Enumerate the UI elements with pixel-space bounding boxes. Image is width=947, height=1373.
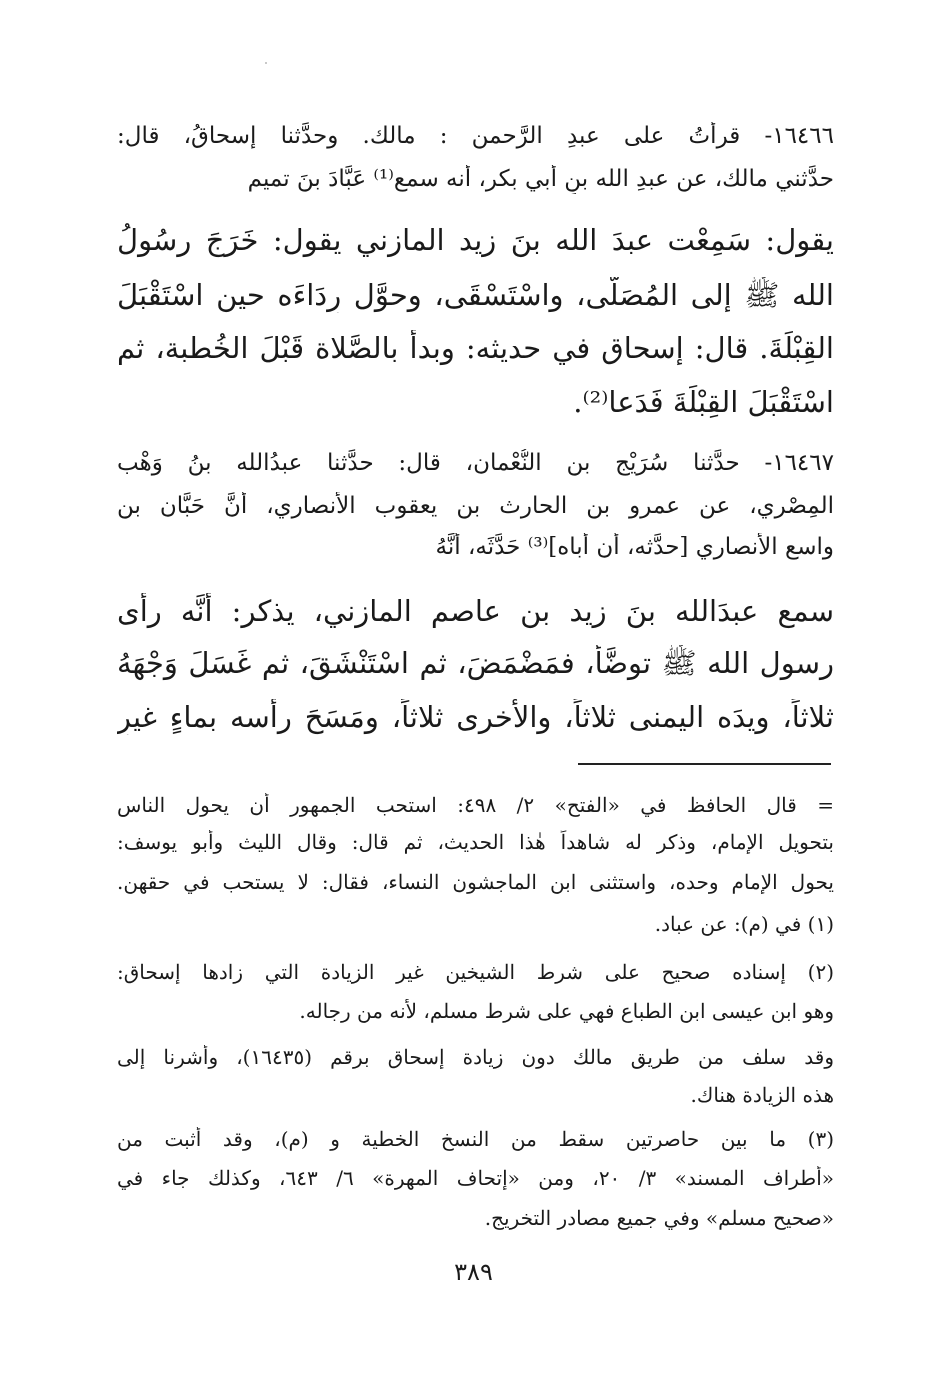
footnote-2-line-2: وهو ابن عيسى ابن الطباع فهي على شرط مسلم، لأنه من رجاله. <box>299 999 834 1023</box>
hadith-16466-matn-line-1: يقول: سَمِعْت عبدَ الله بنَ زيد المازني يقول: خَرَجَ رسُولُ <box>117 223 834 257</box>
footnote-3-line-1: (٣) ما بين حاصرتين سقط من النسخ الخطية و (م)، وقد أثبت من <box>117 1127 834 1151</box>
hadith-16466-matn-line-4: اسْتَقْبَلَ القِبْلَةَ فَدَعا⁽²⁾. <box>573 385 834 419</box>
hadith-16467-isnad-line-2: المِصْري، عن عمرو بن الحارث بن يعقوب الأنصاري، أَنَّ حَبَّان بن <box>117 493 834 519</box>
footnote-3-line-2: «أطراف المسند» ٣/ ٢٠، ومن «إتحاف المهرة» ٦/ ٦٤٣، وكذلك جاء في <box>117 1166 834 1190</box>
hadith-16467-isnad-line-1: ١٦٤٦٧- حدَّثنا سُرَيْج بن النُّعْمان، قال: حدَّثنا عبدُالله بنُ وَهْب <box>117 450 834 476</box>
hadith-16466-isnad-line-2: حدَّثني مالك، عن عبدِ الله بنِ أبي بكر، أنه سمع⁽¹⁾ عَبَّادَ بنَ تميم <box>247 166 834 192</box>
footnote-1: (١) في (م): عن عباد. <box>654 912 834 936</box>
footnote-2-line-1: (٢) إسناده صحيح على شرط الشيخين غير الزيادة التي زادها إسحاق: <box>117 960 834 984</box>
footnote-continued-line-1: = قال الحافظ في «الفتح» ٢/ ٤٩٨: استحب الجمهور أن يحول الناس <box>117 793 834 817</box>
scan-speck <box>265 62 267 64</box>
footnote-2-cont-line-2: هذه الزيادة هناك. <box>690 1083 834 1107</box>
hadith-16467-matn-line-1: سمع عبدَالله بنَ زيد بن عاصم المازني، يذكر: أنَّه رأى <box>117 594 834 628</box>
footnote-continued-line-2: بتحويل الإمام، وذكر له شاهداً هٰذا الحديث، ثم قال: وقال الليث وأبو يوسف: <box>117 830 834 854</box>
footnote-3-line-3: «صحيح مسلم» وفي جميع مصادر التخريج. <box>484 1206 834 1230</box>
hadith-16466-matn-line-3: القِبْلَةَ. قال: إسحاق في حديثه: وبدأ بالصَّلاة قَبْلَ الخُطبة، ثم <box>117 331 834 365</box>
page-number: ٣٨٩ <box>454 1258 493 1286</box>
hadith-16466-isnad-line-1: ١٦٤٦٦- قرأتُ على عبدِ الرَّحمن : مالك. وحدَّثنا إسحاقُ، قال: <box>117 123 834 149</box>
hadith-16466-matn-line-2: الله ﷺ إلى المُصَلَّى، واسْتَسْقَى، وحوَّل رِدَاءَه حين اسْتَقْبَلَ <box>117 278 834 312</box>
hadith-16467-matn-line-2: رسول الله ﷺ توضَّأ، فمَضْمَضَ، ثم اسْتَنْشَقَ، ثم غَسَلَ وَجْهَهُ <box>117 646 834 680</box>
footnote-continued-line-3: يحول الإمام وحده، واستثنى ابن الماجشون النساء، فقال: لا يستحب في حقهن. <box>117 870 834 894</box>
hadith-16467-isnad-line-3: واسع الأنصاري [حدَّثه، أن أباه]⁽³⁾ حَدَّثَه، أَنَّهُ <box>435 534 834 560</box>
footnote-2-cont-line-1: وقد سلف من طريق مالك دون زيادة إسحاق برقم (١٦٤٣٥)، وأشرنا إلى <box>117 1045 834 1069</box>
hadith-16467-matn-line-3: ثلاثاً، ويدَه اليمنى ثلاثاً، والأخرى ثلاثاً، ومَسَحَ رأسه بماءٍ غيرِ <box>117 700 834 734</box>
footnote-separator <box>578 763 831 765</box>
